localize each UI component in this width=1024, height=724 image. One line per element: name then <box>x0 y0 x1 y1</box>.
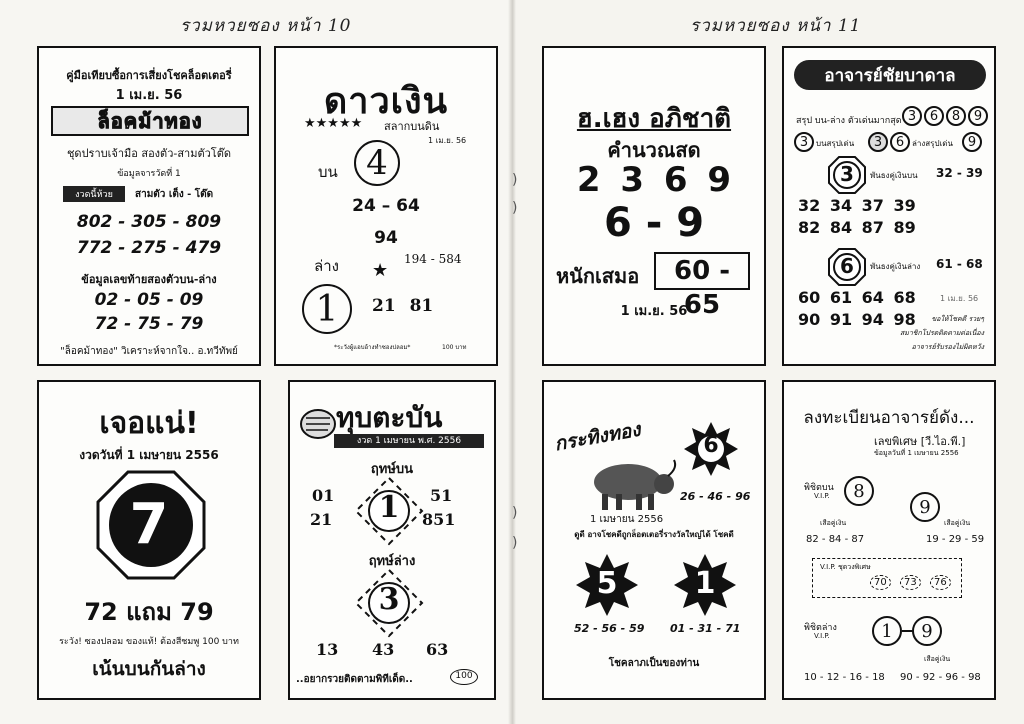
panel-long-thabian <box>782 380 996 700</box>
digit: 3 <box>799 134 809 150</box>
footnote: *ระวังผู้แอบอ้างทำซองปลอม* <box>334 344 411 351</box>
panel-title: เจอแน่! <box>99 406 199 441</box>
digit: 1 <box>881 620 893 642</box>
note: ขอให้โชคดี รวยๆ <box>931 315 984 323</box>
number: 51 <box>430 486 453 505</box>
money-label: เสือคู่เงิน <box>924 655 951 663</box>
money-label: เสือคู่เงิน <box>820 519 847 527</box>
digit-circle <box>890 132 910 152</box>
panel-footer: โชคลาภเป็นของท่าน <box>608 658 700 669</box>
big-digit: 7 <box>129 492 169 557</box>
number: 21 <box>310 510 333 529</box>
top-digit: 4 <box>366 143 388 183</box>
digit: 9 <box>919 496 931 518</box>
panel-hor-heng <box>542 46 766 366</box>
summary-label: สรุป บน-ล่าง ตัวเด่นมากสุด <box>796 116 902 126</box>
subtitle: เลขพิเศษ [วี.ไอ.พี.] <box>874 435 966 448</box>
digit-circle <box>868 132 888 152</box>
label-top: ฤทษ์บน <box>370 462 414 477</box>
vip-number: 76 <box>930 575 951 590</box>
number-row: 60 61 64 68 <box>798 288 916 307</box>
vip-number: 70 <box>870 575 891 590</box>
boxed-numbers: 60 - 65 <box>654 252 750 290</box>
rating-stars: ★★★★★ <box>304 116 363 131</box>
issue-date: ข้อมูลวันที่ 1 เมษายน 2556 <box>874 449 959 457</box>
digit: 3 <box>907 108 917 124</box>
binding-mark: ) <box>512 535 518 551</box>
calc-digits: 2 3 6 9 <box>576 160 732 200</box>
logo-banner <box>51 106 249 136</box>
fist-icon <box>298 402 338 442</box>
issue-date: 1 เม.ย. 56 <box>940 294 979 303</box>
page-spine <box>508 0 516 724</box>
number: 01 <box>312 486 335 505</box>
issue-date: 1 เมษายน 2556 <box>590 514 664 525</box>
top-digit-circle <box>354 140 400 186</box>
info-line: สามตัว เต็ง - โต๊ด <box>135 189 214 200</box>
number-row: 32 34 37 39 <box>798 196 916 215</box>
money-label: เสือคู่เงิน <box>944 519 971 527</box>
bottom-digit: 6 <box>840 254 854 278</box>
badge-digit: 1 <box>694 566 716 601</box>
number-row: 01 - 31 - 71 <box>670 622 741 635</box>
vip-number: 73 <box>900 575 921 590</box>
digit: 9 <box>921 620 933 642</box>
number-row: 02 - 05 - 09 <box>94 290 204 310</box>
calc-pair: 6 - 9 <box>603 200 705 246</box>
panel-jer-nae <box>37 380 261 700</box>
pair-label: พันธงคู่เงินบน <box>870 171 918 180</box>
range: 61 - 68 <box>936 257 983 271</box>
panel-title: ฮ.เฮง อภิชาติ <box>576 104 732 134</box>
digit: 9 <box>967 134 977 150</box>
subtitle: คำนวณสด <box>607 138 701 162</box>
digit: 8 <box>951 108 961 124</box>
panel-krathing-thong <box>542 380 766 700</box>
digit-circle <box>794 132 814 152</box>
label-top: พิชิตบน <box>804 483 834 493</box>
number-row: 10 - 12 - 16 - 18 <box>804 672 885 683</box>
digit-circle <box>912 616 942 646</box>
panel-title: ทุบตะบัน <box>336 401 443 434</box>
number: 13 <box>316 640 339 659</box>
right-page-header: รวมหวยซอง หน้า 11 <box>690 16 862 36</box>
panel-footer: ..อยากรวยติดตามพิทีเด็ด.. <box>296 674 413 685</box>
binding-mark: ) <box>512 172 518 188</box>
issue-date: 1 เม.ย. 56 <box>428 136 467 145</box>
badge: งวดนี้ห้วย <box>63 186 125 202</box>
digit: 8 <box>853 480 865 502</box>
panel-chai-badan <box>782 46 996 366</box>
issue-date: งวดวันที่ 1 เมษายน 2556 <box>79 448 219 462</box>
issue-date: 1 เม.ย. 56 <box>115 88 183 103</box>
digit-circle <box>968 106 988 126</box>
number-row: 52 - 56 - 59 <box>574 622 645 635</box>
bottom-digit-circle <box>302 284 352 334</box>
label-bottom: พิชิตล่าง <box>804 623 837 633</box>
logo-text: ล็อคม้าทอง <box>97 109 203 133</box>
lucky-numbers: 72 แถม 79 <box>84 598 214 626</box>
info-line: ชุดปราบเจ้ามือ สองตัว-สามตัวโต๊ด <box>66 147 232 160</box>
digit: 6 <box>929 108 939 124</box>
warning-text: ระวัง! ซองปลอม ของแท้! ต้องสีชมพู 100 บาท <box>59 637 239 647</box>
range: 32 - 39 <box>936 166 983 180</box>
number-row: 26 - 46 - 96 <box>680 490 751 503</box>
price: 100 บาท <box>442 344 467 351</box>
single-number: 94 <box>374 228 398 248</box>
badge-digit: 5 <box>596 566 618 601</box>
pair-label: พันธงคู่เงินล่าง <box>870 262 921 271</box>
label-bottom: ฤทษ์ล่าง <box>368 554 416 569</box>
digit-circle <box>910 492 940 522</box>
panel-thub-taban <box>288 380 496 700</box>
number-row: 82 - 84 - 87 <box>806 534 865 545</box>
vip-label: V.I.P. <box>814 492 830 500</box>
digit: 9 <box>973 108 983 124</box>
date-bar: งวด 1 เมษายน พ.ศ. 2556 <box>334 434 484 448</box>
number: 851 <box>422 510 456 529</box>
summary-label: ล่างสรุปเด่น <box>912 139 953 148</box>
number-row: 19 - 29 - 59 <box>926 534 985 545</box>
pair-numbers: 21 81 <box>372 296 434 316</box>
bottom-digit: 1 <box>315 288 339 330</box>
number-row: 772 - 275 - 479 <box>76 238 222 258</box>
number: 63 <box>426 640 449 659</box>
top-digit: 3 <box>840 162 854 186</box>
digit-circle <box>962 132 982 152</box>
info-line: ข้อมูลเลขท้ายสองตัวบน-ล่าง <box>81 273 217 286</box>
top-digit: 1 <box>378 490 400 525</box>
vip-label: V.I.P. <box>814 632 830 640</box>
panel-title: คู่มือเทียบซื้อการเสี่ยงโชคล็อตเตอรี่ <box>66 69 232 82</box>
binding-mark: ) <box>512 505 518 521</box>
emphasis-text: เน้นบนกันล่าง <box>92 658 206 680</box>
strong-label: หนักเสมอ <box>556 264 640 288</box>
number-row: 90 - 92 - 96 - 98 <box>900 672 981 683</box>
panel-lock-ma-thong <box>37 46 261 366</box>
label-bottom: ล่าง <box>314 257 339 275</box>
star-icon: ★ <box>372 260 389 281</box>
digit-circle <box>902 106 922 126</box>
panel-title: ดาวเงิน <box>323 81 449 122</box>
digit-circle <box>946 106 966 126</box>
badge-digit: 6 <box>703 433 719 458</box>
number-row: 82 84 87 89 <box>798 218 916 237</box>
panel-dao-ngoen <box>274 46 498 366</box>
left-page-header: รวมหวยซอง หน้า 10 <box>180 16 352 36</box>
number-row: 802 - 305 - 809 <box>76 212 222 232</box>
issue-date: 1 เม.ย. 56 <box>620 304 688 319</box>
digit-circle <box>844 476 874 506</box>
bottom-digit: 3 <box>378 582 400 617</box>
title-banner <box>794 60 986 90</box>
note: อาจารย์รับรองไม่ผิดหวัง <box>911 343 984 351</box>
panel-title: ลงทะเบียนอาจารย์ดัง... <box>803 408 975 428</box>
price-badge: 100 <box>450 669 478 685</box>
info-line: ข้อมูลจารวัดที่ 1 <box>117 169 181 179</box>
panel-title: กระทิงทอง <box>552 418 643 456</box>
three-digit-numbers: 194 - 584 <box>404 252 462 266</box>
number-row: 90 91 94 98 <box>798 310 916 329</box>
subtitle: สลากบนดิน <box>384 120 440 133</box>
digit: 6 <box>895 134 905 150</box>
panel-footer: "ล็อคม้าทอง" วิเคราะห์จากใจ.. อ.ทวีทัพย์ <box>60 346 238 357</box>
summary-label: บนสรุปเด่น <box>816 139 855 148</box>
digit: 3 <box>873 134 883 150</box>
pair-numbers: 24 – 64 <box>352 196 420 216</box>
label-top: บน <box>318 163 338 181</box>
note: สมาชิกโปรดติดตามต่อเนื่อง <box>899 329 984 337</box>
vip-label: V.I.P. ชุดวงพิเศษ <box>820 563 871 571</box>
info-line: ดูดี อาจโชคดีถูกล็อตเตอรี่รางวัลใหญ่ได้ โชคดี <box>574 530 734 539</box>
digit-circle <box>924 106 944 126</box>
panel-title: อาจารย์ชัยบาดาล <box>824 65 956 86</box>
digit-circle <box>872 616 902 646</box>
bull-icon <box>580 454 680 514</box>
number-row: 72 - 75 - 79 <box>94 314 204 334</box>
binding-mark: ) <box>512 200 518 216</box>
number: 43 <box>372 640 395 659</box>
